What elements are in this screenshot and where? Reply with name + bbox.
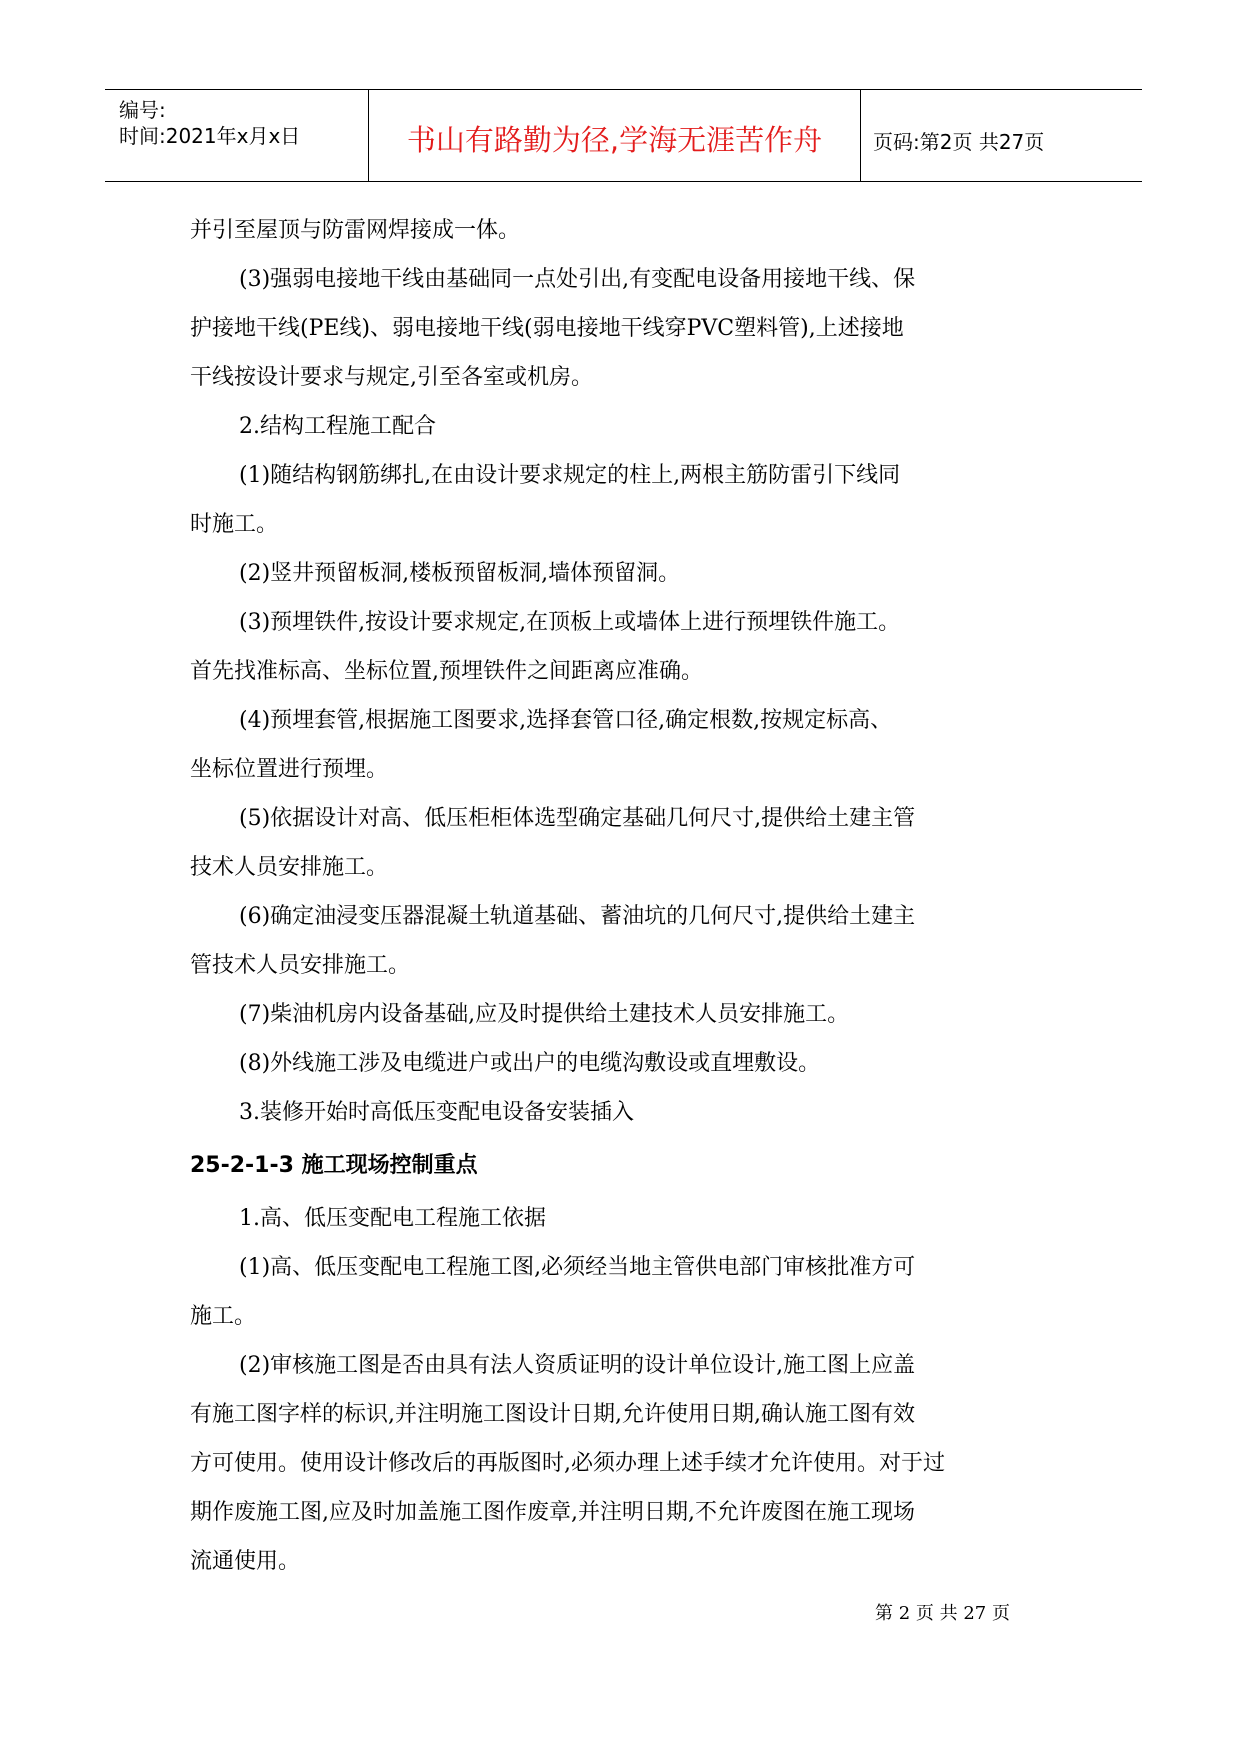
- paragraph: 坐标位置进行预埋。: [190, 757, 389, 782]
- paragraph: 1.高、低压变配电工程施工依据: [239, 1206, 546, 1231]
- paragraph: 流通使用。: [190, 1549, 301, 1574]
- page-footer: 第 2 页 共 27 页: [875, 1603, 1010, 1624]
- number-label: 编号:: [119, 98, 166, 122]
- page-header: [105, 89, 1142, 182]
- paragraph: 护接地干线(PE线)、弱电接地干线(弱电接地干线穿PVC塑料管),上述接地: [190, 316, 904, 341]
- paragraph: 有施工图字样的标识,并注明施工图设计日期,允许使用日期,确认施工图有效: [190, 1402, 915, 1427]
- paragraph: 方可使用。使用设计修改后的再版图时,必须办理上述手续才允许使用。对于过: [190, 1451, 945, 1476]
- paragraph: (2)审核施工图是否由具有法人资质证明的设计单位设计,施工图上应盖: [239, 1353, 916, 1378]
- paragraph: 管技术人员安排施工。: [190, 953, 411, 978]
- header-meta-cell: [105, 90, 369, 181]
- paragraph: 首先找准标高、坐标位置,预埋铁件之间距离应准确。: [190, 659, 703, 684]
- header-page-cell: [861, 90, 1142, 181]
- header-page-info: 页码:第2页 共27页: [873, 130, 1045, 154]
- paragraph: (4)预埋套管,根据施工图要求,选择套管口径,确定根数,按规定标高、: [239, 708, 893, 733]
- paragraph: (2)竖井预留板洞,楼板预留板洞,墙体预留洞。: [239, 561, 681, 586]
- paragraph: 3.装修开始时高低压变配电设备安装插入: [239, 1100, 634, 1125]
- paragraph: 时施工。: [190, 512, 279, 537]
- paragraph: 干线按设计要求与规定,引至各室或机房。: [190, 365, 593, 390]
- paragraph: 并引至屋顶与防雷网焊接成一体。: [190, 218, 521, 243]
- paragraph: 技术人员安排施工。: [190, 855, 389, 880]
- paragraph: 期作废施工图,应及时加盖施工图作废章,并注明日期,不允许废图在施工现场: [190, 1500, 915, 1525]
- paragraph: (1)高、低压变配电工程施工图,必须经当地主管供电部门审核批准方可: [239, 1255, 916, 1280]
- paragraph: (6)确定油浸变压器混凝土轨道基础、蓄油坑的几何尺寸,提供给土建主: [239, 904, 916, 929]
- paragraph: (8)外线施工涉及电缆进户或出户的电缆沟敷设或直埋敷设。: [239, 1051, 821, 1076]
- paragraph: (1)随结构钢筋绑扎,在由设计要求规定的柱上,两根主筋防雷引下线同: [239, 463, 901, 488]
- paragraph: 施工。: [190, 1304, 257, 1329]
- paragraph-group-1: [190, 206, 1070, 1137]
- paragraph: (3)预埋铁件,按设计要求规定,在顶板上或墙体上进行预埋铁件施工。: [239, 610, 901, 635]
- header-motto: 书山有路勤为径,学海无涯苦作舟: [406, 123, 823, 157]
- section-heading: 25-2-1-3 施工现场控制重点: [190, 1153, 478, 1178]
- paragraph: (3)强弱电接地干线由基础同一点处引出,有变配电设备用接地干线、保: [239, 267, 916, 292]
- time-label: 时间:2021年x月x日: [119, 124, 301, 148]
- document-body: [190, 206, 1070, 1586]
- header-motto-cell: [369, 90, 861, 181]
- paragraph: (5)依据设计对高、低压柜柜体选型确定基础几何尺寸,提供给土建主管: [239, 806, 916, 831]
- paragraph: (7)柴油机房内设备基础,应及时提供给土建技术人员安排施工。: [239, 1002, 850, 1027]
- paragraph: 2.结构工程施工配合: [239, 414, 436, 439]
- paragraph-group-2: [190, 1194, 1070, 1586]
